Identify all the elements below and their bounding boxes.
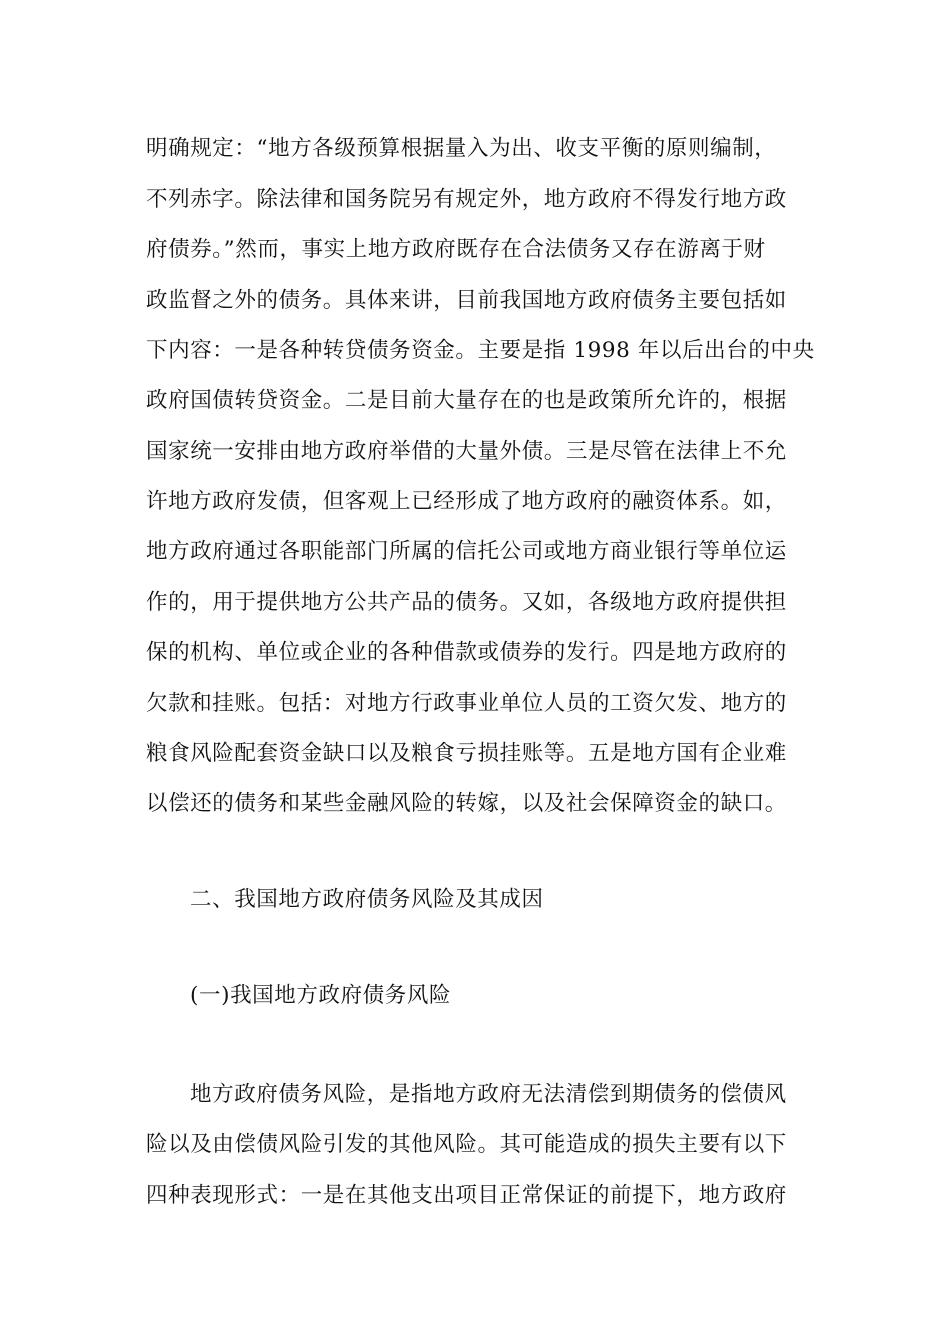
paragraph-1-line-7: 国家统一安排由地方政府举借的大量外债。三是尽管在法律上不允	[146, 439, 787, 464]
subsection-heading: (一)我国地方政府债务风险	[190, 983, 452, 1008]
paragraph-1-line-12: 欠款和挂账。包括：对地方行政事业单位人员的工资欠发、地方的	[146, 691, 787, 716]
paragraph-1-line-8: 许地方政府发债，但客观上已经形成了地方政府的融资体系。如，	[146, 489, 787, 514]
paragraph-1-line-9: 地方政府通过各职能部门所属的信托公司或地方商业银行等单位运	[146, 539, 787, 564]
paragraph-1-line-13: 粮食风险配套资金缺口以及粮食亏损挂账等。五是地方国有企业难	[146, 741, 787, 766]
paragraph-2-line-2: 险以及由偿债风险引发的其他风险。其可能造成的损失主要有以下	[146, 1132, 787, 1157]
paragraph-1-line-1: 明确规定：“地方各级预算根据量入为出、收支平衡的原则编制，	[146, 136, 777, 161]
paragraph-1-line-6: 政府国债转贷资金。二是目前大量存在的也是政策所允许的，根据	[146, 388, 787, 413]
section-heading: 二、我国地方政府债务风险及其成因	[190, 887, 544, 912]
paragraph-1-line-3: 府债券。”然而，事实上地方政府既存在合法债务又存在游离于财	[146, 237, 766, 262]
paragraph-1-line-2: 不列赤字。除法律和国务院另有规定外，地方政府不得发行地方政	[146, 187, 787, 212]
paragraph-1-line-10: 作的，用于提供地方公共产品的债务。又如，各级地方政府提供担	[146, 590, 787, 615]
paragraph-2-line-3: 四种表现形式：一是在其他支出项目正常保证的前提下，地方政府	[146, 1183, 787, 1208]
paragraph-1-line-14: 以偿还的债务和某些金融风险的转嫁，以及社会保障资金的缺口。	[146, 791, 787, 816]
paragraph-2-line-1: 地方政府债务风险，是指地方政府无法清偿到期债务的偿债风	[190, 1082, 787, 1107]
paragraph-1-line-4: 政监督之外的债务。具体来讲，目前我国地方政府债务主要包括如	[146, 288, 787, 313]
paragraph-1-line-11: 保的机构、单位或企业的各种借款或债券的发行。四是地方政府的	[146, 640, 787, 665]
paragraph-1-line-5: 下内容：一是各种转贷债务资金。主要是指 1998 年以后出台的中央	[146, 338, 815, 363]
